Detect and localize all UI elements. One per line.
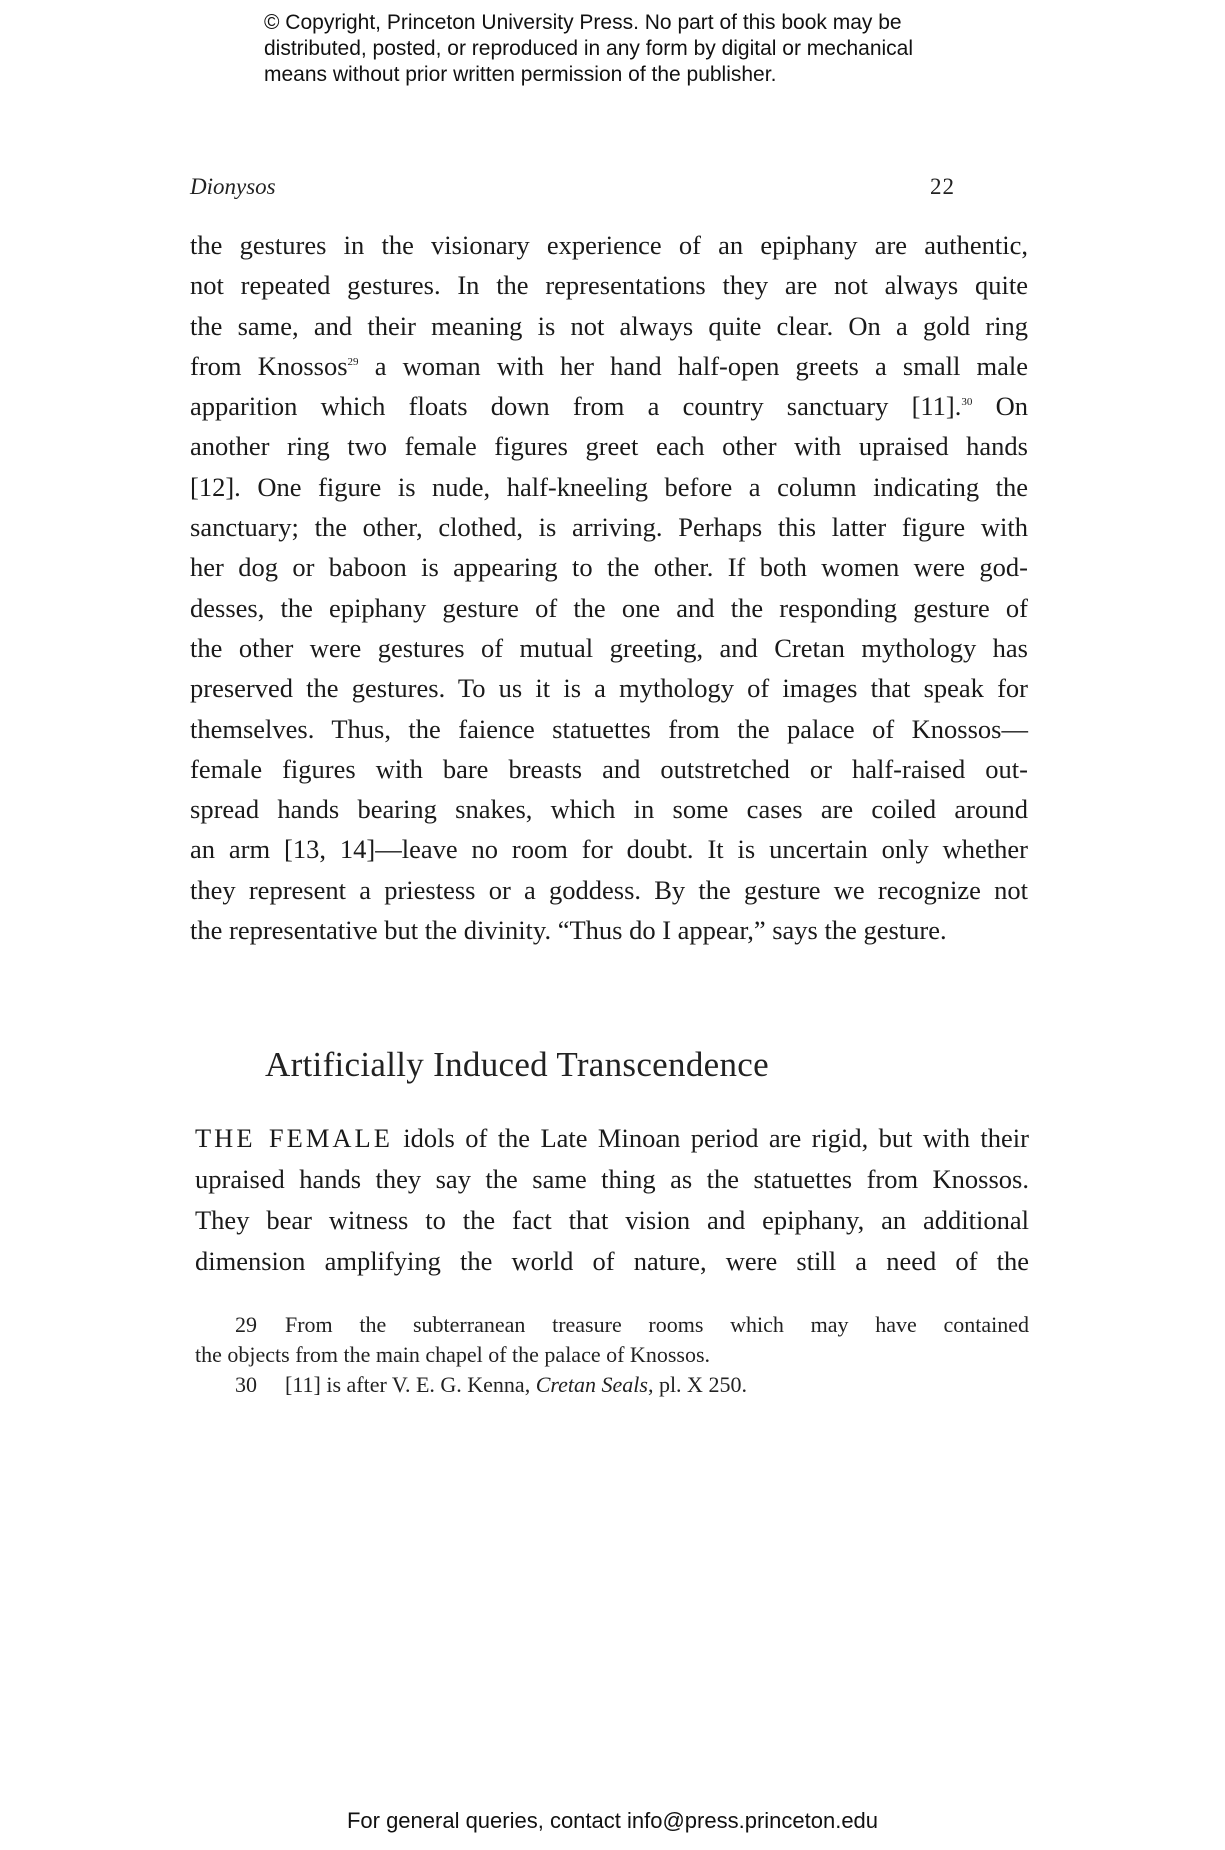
- footnote-text: [11] is after V. E. G. Kenna,: [285, 1372, 531, 1397]
- footnotes: [195, 1310, 1029, 1400]
- text-line: preserved the gestures. To us it is a mythology of images that speak for: [190, 673, 1028, 704]
- text-line: sanctuary; the other, clothed, is arriving. Perhaps this latter figure with: [190, 512, 1028, 543]
- footnote-italic-title: Cretan Seals: [535, 1372, 648, 1397]
- copyright-line: means without prior written permission of the publisher.: [264, 63, 777, 86]
- footnote-ref-30: 30: [961, 396, 973, 409]
- text-line: dimension amplifying the world of nature, were still a need of the: [195, 1246, 1029, 1276]
- running-head-title: Dionysos: [190, 174, 276, 199]
- text-line: spread hands bearing snakes, which in some cases are coiled around: [190, 794, 1028, 825]
- text-line: an arm [13, 14]—leave no room for doubt. It is uncertain only whether: [190, 834, 1028, 865]
- text-line: female figures with bare breasts and outstretched or half-raised out-: [190, 753, 1028, 784]
- text-line: the gestures in the visionary experience of an epiphany are authentic,: [190, 230, 1028, 260]
- page-number: 22: [930, 174, 955, 199]
- text-fragment: from Knossos: [190, 350, 348, 381]
- footnote-29: [195, 1310, 1029, 1340]
- copyright-line: © Copyright, Princeton University Press. No part of this book may be: [264, 11, 902, 34]
- text-line: another ring two female figures greet each other with upraised hands: [190, 431, 1028, 462]
- text-fragment: idols of the Late Minoan period are rigid, but with their: [392, 1123, 1029, 1153]
- text-line: not repeated gestures. In the representations they are not always quite: [190, 270, 1028, 301]
- text-line: her dog or baboon is appearing to the other. If both women were god-: [190, 552, 1028, 583]
- text-line: upraised hands they say the same thing as the statuettes from Knossos.: [195, 1164, 1029, 1194]
- text-line: desses, the epiphany gesture of the one and the responding gesture of: [190, 592, 1028, 623]
- footnote-text: From the subterranean treasure rooms which may have contained: [285, 1312, 1029, 1337]
- footnote-ref-29: 29: [347, 355, 359, 368]
- text-line: they represent a priestess or a goddess. By the gesture we recognize not: [190, 874, 1028, 905]
- lead-in-smallcaps: THE FEMALE: [195, 1123, 393, 1153]
- text-line: the other were gestures of mutual greeting, and Cretan mythology has: [190, 632, 1028, 663]
- text-fragment: a woman with her hand half-open greets a small male: [374, 350, 1029, 381]
- text-line: [190, 346, 1028, 386]
- text-line: the same, and their meaning is not always quite clear. On a gold ring: [190, 310, 1028, 341]
- text-fragment: On: [972, 391, 1028, 422]
- running-head: [190, 174, 955, 200]
- text-line: the representative but the divinity. “Thus do I appear,” says the gesture.: [190, 915, 947, 946]
- text-line: They bear witness to the fact that vision and epiphany, an additional: [195, 1205, 1029, 1235]
- copyright-line: distributed, posted, or reproduced in any form by digital or mechanical: [264, 37, 914, 60]
- text-line: [12]. One figure is nude, half-kneeling before a column indicating the: [190, 471, 1028, 502]
- footnote-30: [195, 1370, 1029, 1400]
- text-line: themselves. Thus, the faience statuettes from the palace of Knossos—: [190, 713, 1028, 744]
- section-heading: Artificially Induced Transcendence: [265, 1045, 769, 1084]
- footnote-number: 29: [235, 1312, 257, 1337]
- body-paragraph: [190, 225, 1028, 950]
- text-line: [190, 386, 1028, 426]
- footnote-number: 30: [235, 1372, 257, 1397]
- copyright-notice: [264, 10, 1024, 88]
- footer-contact: For general queries, contact info@press.princeton.edu: [346, 1808, 879, 1833]
- text-line: [195, 1118, 1029, 1159]
- footnote-29-cont: the objects from the main chapel of the palace of Knossos.: [195, 1342, 711, 1367]
- section-paragraph: [195, 1118, 1029, 1282]
- footnote-text: , pl. X 250.: [647, 1372, 747, 1397]
- text-fragment: apparition which floats down from a country sanctuary [11].: [190, 391, 962, 422]
